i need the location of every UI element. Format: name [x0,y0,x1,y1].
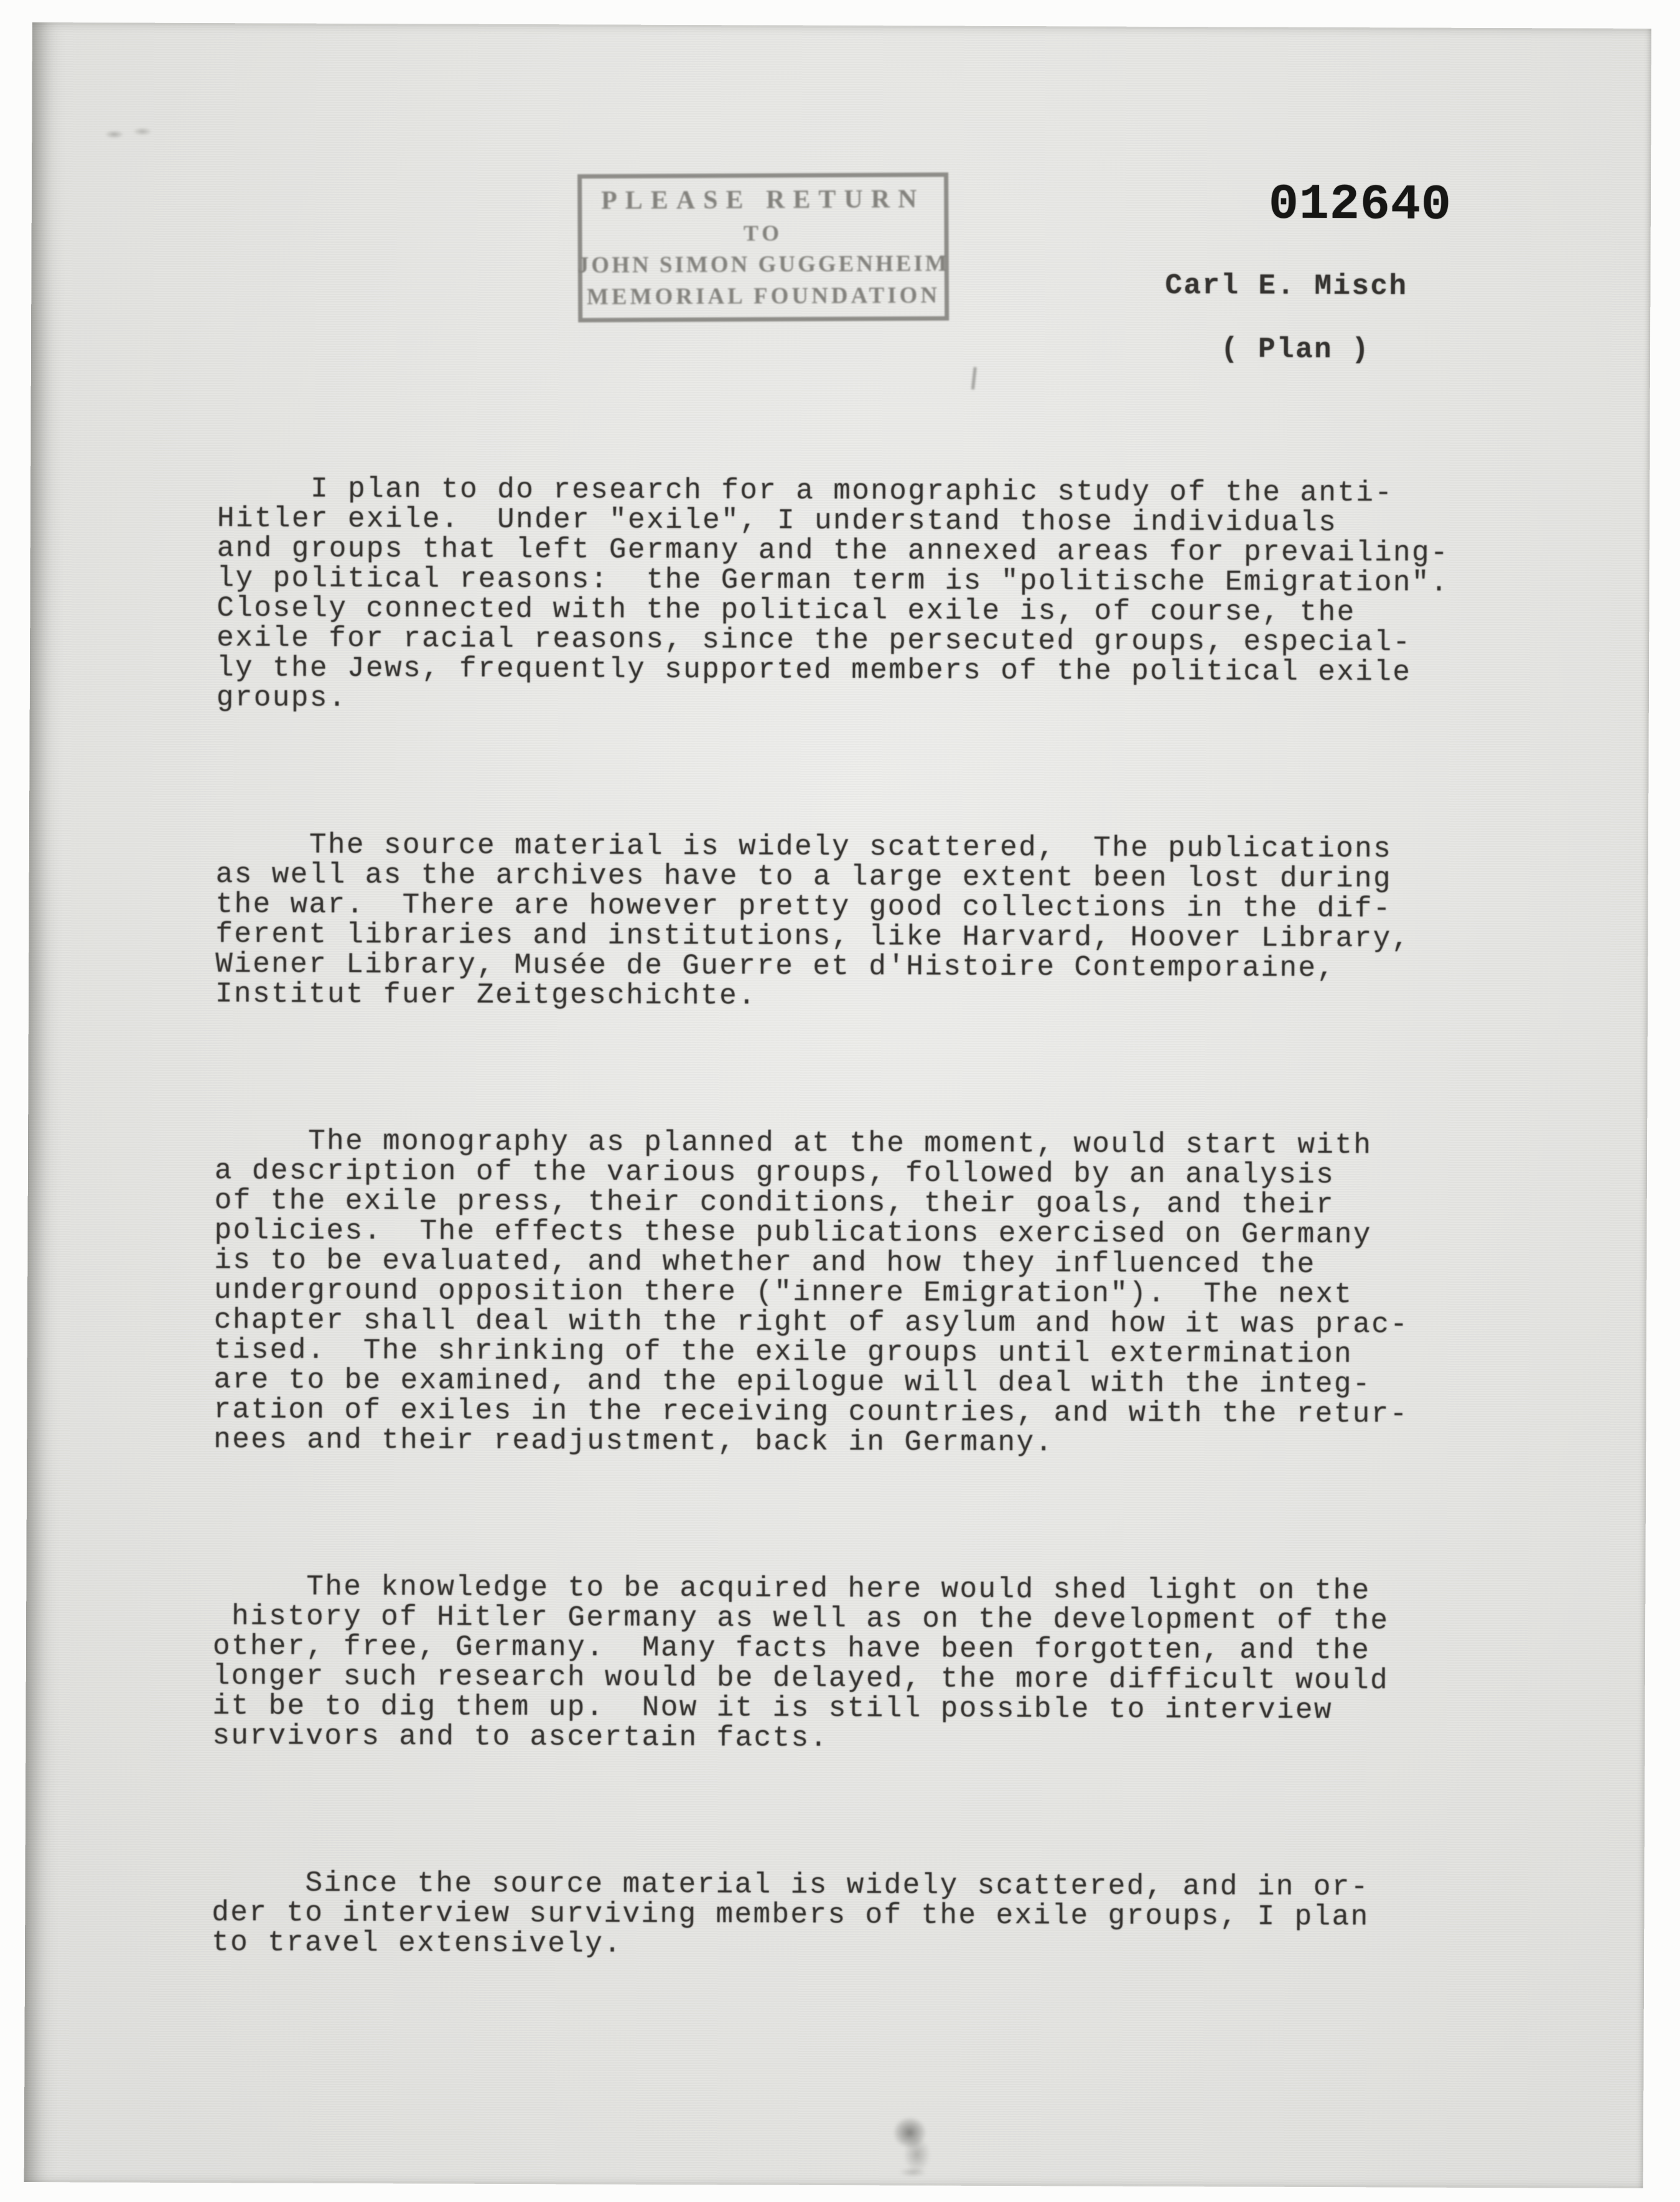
paragraph-5: Since the source material is widely scattered, and in or- der to interview surviving members of the exile groups, I plan to travel extensively. [212,1867,1370,1961]
ink-smudge [888,2112,936,2180]
pencil-mark [971,367,977,390]
faint-pencil-dots [100,125,156,140]
paragraph-4: The knowledge to be acquired here would shed light on the history of Hitler Germany as well as on the development of the other, free, Germany. Many facts have been forgotten, and the longer such research would be delayed, the more difficult would it be to dig them up. Now it is still possible to interview survivors and to ascertain facts. [212,1570,1389,1755]
document-number: 012640 [1268,176,1452,234]
stamp-line-memorial-foundation: MEMORIAL FOUNDATION [586,283,941,310]
author-name: Carl E. Misch [1165,269,1408,303]
paragraph-3: The monography as planned at the moment, would start with a description of the various groups, followed by an analysis of the exile press, their conditions, their goals, and their policies. The effects these publications exercised on Germany is to be evaluated, and whether and how they influenced the underground opposition there ("innere Emigration"). The next chapter shall deal with the right of asylum and how it was prac- tised. The shrinking of the exile groups until extermination are to be examined, and the epilogue will deal with the integ- ration of exiles in the receiving countries, and with the retur- nees and their readjustment, back in Germany. [213,1125,1409,1459]
paragraph-2: The source material is widely scattered, The publications as well as the archives have to a large extent been lost during the war. There are however pretty good collections in the dif- ferent libraries and institutions, like Harvard, Hoover Library, Wiener Library, Musée de Guerre et d'Histoire Contemporaine, Institut fuer Zeitgeschichte. [215,828,1411,1013]
stamp-line-to: TO [743,220,783,246]
paragraph-1: I plan to do research for a monographic study of the anti- Hitler exile. Under "exile", I understand those individuals and groups that left Germany and the annexed areas for prevailing- ly political reasons: the German term is "politische Emigration". Closely connected with the political exile is, of course, the exile for racial reasons, since the persecuted groups, especial- ly the Jews, frequently supported members of the political exile groups. [216,472,1450,714]
document-title: ( Plan ) [1220,333,1371,367]
document-page [24,22,1651,2188]
stamp-line-please-return: PLEASE RETURN [601,185,925,215]
stamp-line-john-simon-guggenheim: JOHN SIMON GUGGENHEIM [577,251,950,278]
document-body [211,414,1450,2079]
guggenheim-return-stamp [577,172,949,322]
